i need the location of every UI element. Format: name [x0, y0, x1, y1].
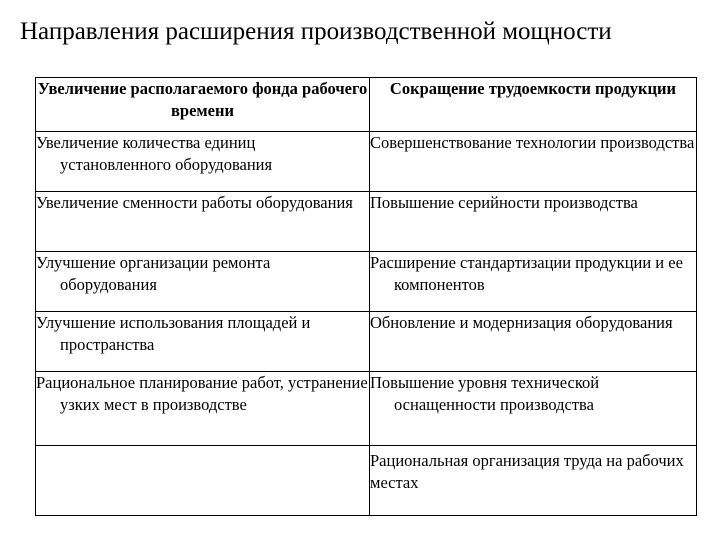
- table-row: [36, 372, 697, 446]
- table-cell: [370, 132, 697, 192]
- table-cell: [370, 192, 697, 252]
- cell-text: Обновление и модернизация оборудования: [370, 313, 673, 332]
- table-header-row: [36, 78, 697, 132]
- directions-table: [35, 77, 697, 516]
- table-row: [36, 192, 697, 252]
- cell-text: Увеличение сменности работы оборудования: [36, 193, 353, 212]
- table-cell: [36, 312, 370, 372]
- cell-text: Повышение серийности производства: [370, 193, 638, 212]
- header-working-time-fund: Увеличение располагаемого фонда рабочего времени: [36, 78, 370, 132]
- cell-text: Улучшение организации ремонта оборудования: [36, 253, 271, 294]
- table-cell: [370, 372, 697, 446]
- table-cell-empty: [36, 446, 370, 516]
- table-cell: [36, 192, 370, 252]
- table-cell: [36, 132, 370, 192]
- cell-text: Повышение уровня технической оснащенности производства: [370, 373, 600, 414]
- cell-text: Расширение стандартизации продукции и ее компонентов: [370, 253, 683, 294]
- table-row: [36, 446, 697, 516]
- table-cell: [36, 252, 370, 312]
- table-cell: [370, 252, 697, 312]
- table-row: [36, 132, 697, 192]
- cell-text: Совершенствование технологии производства: [370, 133, 695, 152]
- cell-text: Рациональная организация труда на рабочих местах: [370, 451, 684, 492]
- table-cell: [36, 372, 370, 446]
- table-row: [36, 312, 697, 372]
- table-cell: [370, 446, 697, 516]
- cell-text: Увеличение количества единиц установленного оборудования: [36, 133, 273, 174]
- header-labor-intensity: Сокращение трудоемкости продукции: [370, 78, 697, 132]
- table-row: [36, 252, 697, 312]
- page-title: Направления расширения производственной мощности: [20, 18, 612, 45]
- cell-text: Улучшение использования площадей и пространства: [36, 313, 311, 354]
- table-cell: [370, 312, 697, 372]
- cell-text: Рациональное планирование работ, устранение узких мест в производстве: [36, 373, 368, 414]
